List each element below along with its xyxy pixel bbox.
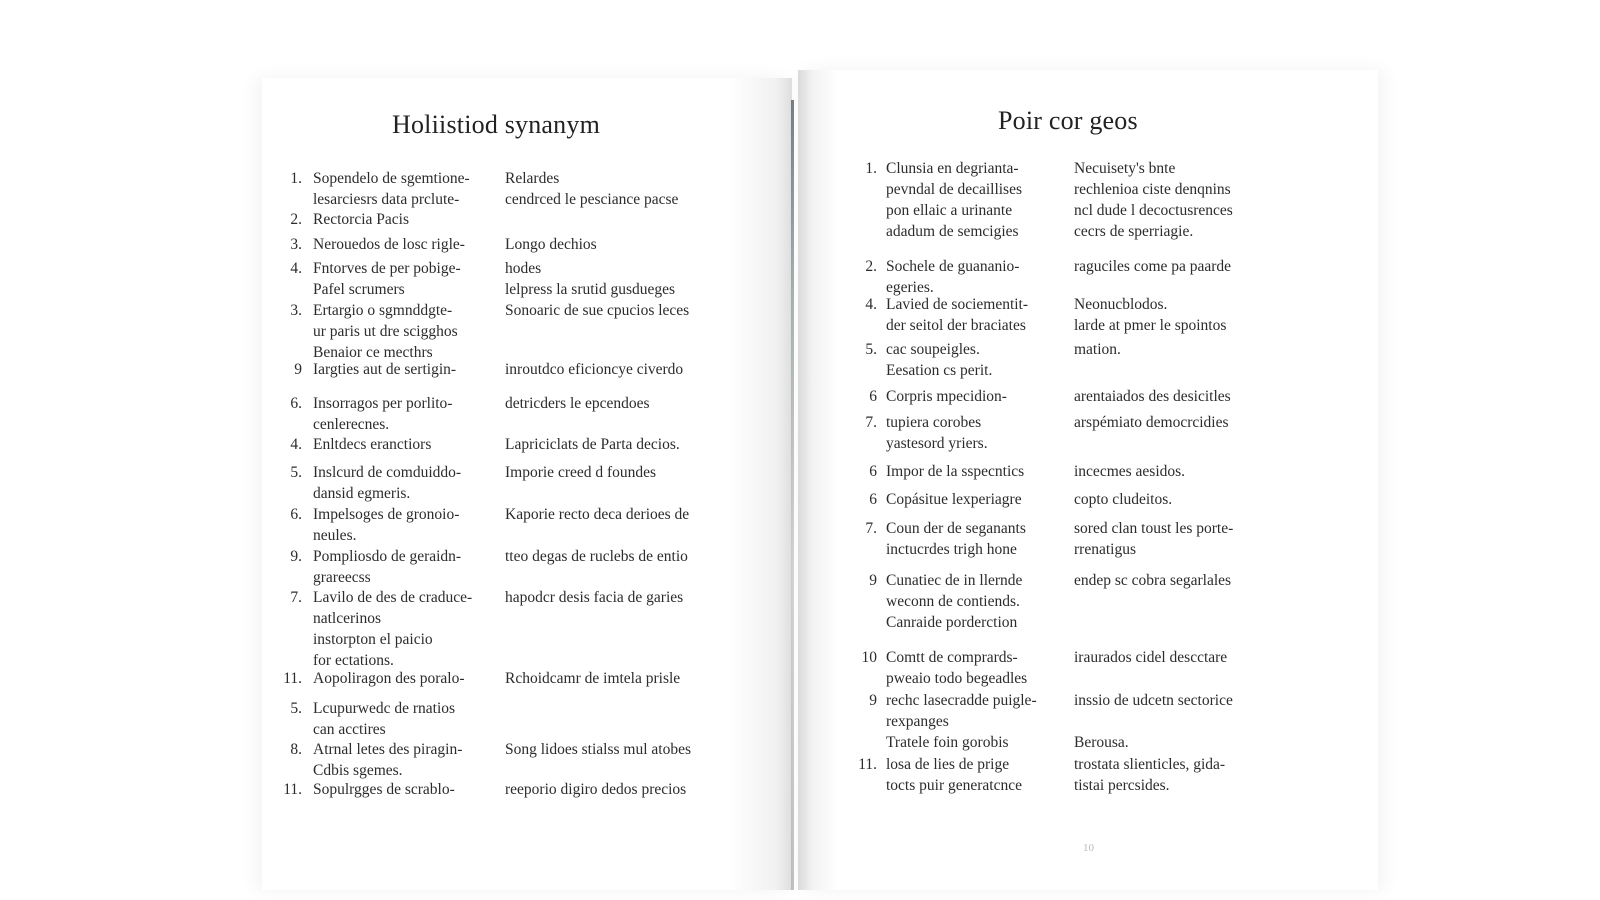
entry-term-line: Benaior ce mecthrs <box>313 344 433 361</box>
entry-term <box>886 339 992 381</box>
entry-term-line: dansid egmeris. <box>313 485 411 502</box>
entry-definition <box>1074 754 1225 796</box>
right-page-title: Poir cor geos <box>998 106 1138 135</box>
entry-number: 3. <box>290 302 302 319</box>
entry-definition <box>1074 256 1231 277</box>
entry-definition-line: Longo dechios <box>505 236 597 253</box>
entry-term-line: cac soupeigles. <box>886 341 980 358</box>
entry-term <box>313 434 431 455</box>
entry-definition-line <box>1074 711 1233 732</box>
entry-term-line: Cunatiec de in llernde <box>886 572 1023 589</box>
left-page-title: Holiistiod synanym <box>392 110 600 139</box>
entry-definition-line: Song lidoes stialss mul atobes <box>505 741 691 758</box>
entry-term-line: Impelsoges de gronoio- <box>313 506 460 523</box>
entry-term-line: Lavilo de des de craduce- <box>313 589 473 606</box>
entry-term-line: rexpanges <box>886 713 949 730</box>
entry-term-line: Atrnal letes des piragin- <box>313 741 463 758</box>
entry-definition-line: larde at pmer le spointos <box>1074 317 1227 334</box>
entry-number: 4. <box>290 436 302 453</box>
entry-term-line: yastesord yriers. <box>886 435 988 452</box>
entry-definition-line: rrenatigus <box>1074 541 1136 558</box>
entry-number: 1. <box>290 170 302 187</box>
entry-number: 1. <box>865 160 877 177</box>
entry-term <box>313 668 465 689</box>
entry-definition-line: mation. <box>1074 341 1121 358</box>
entry-term-line: Corpris mpecidion- <box>886 388 1007 405</box>
entry-term <box>886 256 1019 298</box>
entry-definition <box>505 359 683 380</box>
entry-term <box>886 386 1007 407</box>
entry-definition-line: Sonoaric de sue cpucios leces <box>505 302 690 319</box>
entry-definition-line: sored clan toust les porte- <box>1074 520 1234 537</box>
entry-term <box>886 518 1026 560</box>
entry-term <box>886 754 1022 796</box>
entry-definition-line: ncl dude l decoctusrences <box>1074 202 1233 219</box>
entry-term <box>886 158 1022 242</box>
entry-term <box>313 300 458 363</box>
entry-term-line: Sochele de guananio- <box>886 258 1020 275</box>
entry-term-line: pevndal de decaillises <box>886 181 1023 198</box>
entry-term-line: Sopendelo de sgemtione- <box>313 170 470 187</box>
entry-number: 7. <box>865 520 877 537</box>
entry-definition-line: hapodcr desis facia de garies <box>505 589 684 606</box>
entry-number: 10 <box>861 649 877 666</box>
entry-definition <box>505 300 689 321</box>
entry-number: 8. <box>290 741 302 758</box>
entry-term <box>886 461 1024 482</box>
entry-definition <box>1074 647 1227 668</box>
entry-term <box>886 412 988 454</box>
entry-definition <box>1074 158 1233 242</box>
entry-number: 6 <box>869 463 877 480</box>
entry-definition-line: Imporie creed d foundes <box>505 464 657 481</box>
entry-definition-line: cendrced le pesciance pacse <box>505 191 679 208</box>
entry-term-line: Pompliosdo de geraidn- <box>313 548 462 565</box>
entry-definition <box>505 668 680 689</box>
entry-term-line: Rectorcia Pacis <box>313 211 409 228</box>
entry-term <box>886 690 1037 753</box>
entry-definition <box>1074 570 1231 591</box>
entry-definition <box>505 434 680 455</box>
entry-definition <box>1074 294 1226 336</box>
entry-term-line: Aopoliragon des poralo- <box>313 670 465 687</box>
entry-number: 11. <box>283 670 302 687</box>
entry-number: 11. <box>283 781 302 798</box>
entry-definition <box>505 739 691 760</box>
entry-term-line: Sopulrgges de scrablo- <box>313 781 455 798</box>
entry-term-line: der seitol der braciates <box>886 317 1026 334</box>
entry-term-line: egeries. <box>886 279 934 296</box>
entry-number: 4. <box>865 296 877 313</box>
entry-term-line: Cdbis sgemes. <box>313 762 403 779</box>
entry-definition-line: Necuisety's bnte <box>1074 160 1176 177</box>
entry-number: 2. <box>290 211 302 228</box>
entry-term-line: Inslcurd de comduiddo- <box>313 464 462 481</box>
entry-definition <box>505 587 683 608</box>
entry-definition <box>505 462 656 483</box>
entry-term-line: Enltdecs eranctiors <box>313 436 432 453</box>
entry-term <box>886 570 1022 633</box>
entry-definition <box>505 393 650 414</box>
entry-term-line: Fntorves de per pobige- <box>313 260 461 277</box>
entry-term-line: Lavied de sociementit- <box>886 296 1029 313</box>
book-gutter <box>791 100 794 890</box>
entry-definition <box>1074 489 1172 510</box>
entry-definition-line: Rchoidcamr de imtela prisle <box>505 670 681 687</box>
entry-definition <box>1074 339 1121 360</box>
entry-number: 6. <box>290 395 302 412</box>
entry-number: 2. <box>865 258 877 275</box>
entry-term-line: pweaio todo begeadles <box>886 670 1028 687</box>
entry-definition-line: inssio de udcetn sectorice <box>1074 692 1233 709</box>
entry-definition <box>505 779 686 800</box>
entry-definition-line: detricders le epcendoes <box>505 395 650 412</box>
entry-term-line: grareecss <box>313 569 371 586</box>
entry-definition-line: hodes <box>505 260 542 277</box>
entry-number: 3. <box>290 236 302 253</box>
entry-definition-line: incecmes aesidos. <box>1074 463 1186 480</box>
entry-number: 7. <box>865 414 877 431</box>
entry-number: 9 <box>869 692 877 709</box>
entry-number: 7. <box>290 589 302 606</box>
entry-term-line: tupiera corobes <box>886 414 982 431</box>
entry-term-line: ur paris ut dre scigghos <box>313 323 458 340</box>
entry-term-line: Iargties aut de sertigin- <box>313 361 457 378</box>
entry-definition-line: rechlenioa ciste denqnins <box>1074 181 1231 198</box>
entry-term-line: losa de lies de prige <box>886 756 1010 773</box>
entry-number: 6. <box>290 506 302 523</box>
entry-term <box>313 779 455 800</box>
entry-term-line: Pafel scrumers <box>313 281 405 298</box>
entry-term-line: inctucrdes trigh hone <box>886 541 1017 558</box>
entry-number: 11. <box>858 756 877 773</box>
entry-term-line: Impor de la sspecntics <box>886 463 1025 480</box>
entry-definition-line: tistai percsides. <box>1074 777 1170 794</box>
entry-term-line: Comtt de comprards- <box>886 649 1018 666</box>
entry-definition <box>505 234 597 255</box>
entry-definition-line: inroutdco eficioncye civerdo <box>505 361 684 378</box>
entry-term-line: adadum de semcigies <box>886 223 1019 240</box>
entry-definition <box>1074 461 1185 482</box>
entry-term <box>313 168 470 210</box>
entry-term-line: pon ellaic a urinante <box>886 202 1013 219</box>
entry-term-line: cenlerecnes. <box>313 416 390 433</box>
entry-definition-line: reeporio digiro dedos precios <box>505 781 687 798</box>
entry-term-line: Canraide porderction <box>886 614 1018 631</box>
entry-term-line: Ertargio o sgmnddgte- <box>313 302 453 319</box>
entry-number: 6 <box>869 491 877 508</box>
entry-term <box>313 739 462 781</box>
entry-definition <box>505 258 675 300</box>
entry-definition-line: Lapriciclats de Parta decios. <box>505 436 680 453</box>
page-number: 10 <box>1083 842 1094 854</box>
entry-definition-line: endep sc cobra segarlales <box>1074 572 1232 589</box>
entry-definition <box>1074 690 1233 753</box>
entry-number: 5. <box>290 700 302 717</box>
entry-term <box>313 258 461 300</box>
entry-term-line: for ectations. <box>313 652 394 669</box>
entry-term <box>313 462 461 504</box>
entry-definition-line: Neonucblodos. <box>1074 296 1168 313</box>
entry-term <box>313 209 409 230</box>
entry-term-line: natlcerinos <box>313 610 382 627</box>
entry-definition-line: Berousa. <box>1074 734 1129 751</box>
entry-term <box>313 393 452 435</box>
entry-number: 4. <box>290 260 302 277</box>
entry-term-line: tocts puir generatcnce <box>886 777 1022 794</box>
entry-definition-line: lelpress la srutid gusdueges <box>505 281 676 298</box>
entry-number: 9. <box>290 548 302 565</box>
entry-term-line: weconn de contiends. <box>886 593 1020 610</box>
entry-definition <box>1074 412 1229 433</box>
entry-definition-line: tteo degas de ruclebs de entio <box>505 548 688 565</box>
entry-term-line: Coun der de seganants <box>886 520 1026 537</box>
entry-number: 5. <box>865 341 877 358</box>
entry-definition-line: arspémiato democrcidies <box>1074 414 1229 431</box>
entry-term-line: instorpton el paicio <box>313 631 433 648</box>
entry-term <box>886 489 1022 510</box>
entry-definition-line: Relardes <box>505 170 560 187</box>
entry-number: 6 <box>869 388 877 405</box>
entry-term <box>886 647 1027 689</box>
entry-number: 5. <box>290 464 302 481</box>
entry-definition-line: Kaporie recto deca derioes de <box>505 506 690 523</box>
entry-term-line: Tratele foin gorobis <box>886 734 1009 751</box>
entry-definition <box>505 546 688 567</box>
entry-definition <box>505 168 678 210</box>
entry-definition <box>1074 386 1231 407</box>
entry-term <box>313 546 461 588</box>
entry-term <box>313 587 472 671</box>
entry-definition <box>1074 518 1233 560</box>
entry-term-line: Nerouedos de losc rigle- <box>313 236 465 253</box>
entry-definition-line: iraurados cidel descctare <box>1074 649 1228 666</box>
entry-number: 9 <box>294 361 302 378</box>
entry-term-line: rechc lasecradde puigle- <box>886 692 1037 709</box>
entry-term <box>886 294 1028 336</box>
entry-term-line: can acctires <box>313 721 386 738</box>
entry-term-line: neules. <box>313 527 357 544</box>
entry-term-line: Eesation cs perit. <box>886 362 993 379</box>
entry-definition-line: trostata slienticles, gida- <box>1074 756 1226 773</box>
entry-definition-line: arentaiados des desicitles <box>1074 388 1231 405</box>
entry-definition-line: cecrs de sperriagie. <box>1074 223 1194 240</box>
entry-term <box>313 698 455 740</box>
entry-term-line: Lcupurwedc de rnatios <box>313 700 456 717</box>
entry-term <box>313 234 465 255</box>
entry-term-line: Insorragos per porlito- <box>313 395 453 412</box>
entry-definition <box>505 504 689 525</box>
entry-term-line: Clunsia en degrianta- <box>886 160 1019 177</box>
entry-term <box>313 504 459 546</box>
entry-term-line: lesarciesrs data prclute- <box>313 191 460 208</box>
entry-number: 9 <box>869 572 877 589</box>
entry-definition-line: copto cludeitos. <box>1074 491 1173 508</box>
entry-definition-line: raguciles come pa paarde <box>1074 258 1232 275</box>
entry-term <box>313 359 456 380</box>
entry-term-line: Copásitue lexperiagre <box>886 491 1022 508</box>
